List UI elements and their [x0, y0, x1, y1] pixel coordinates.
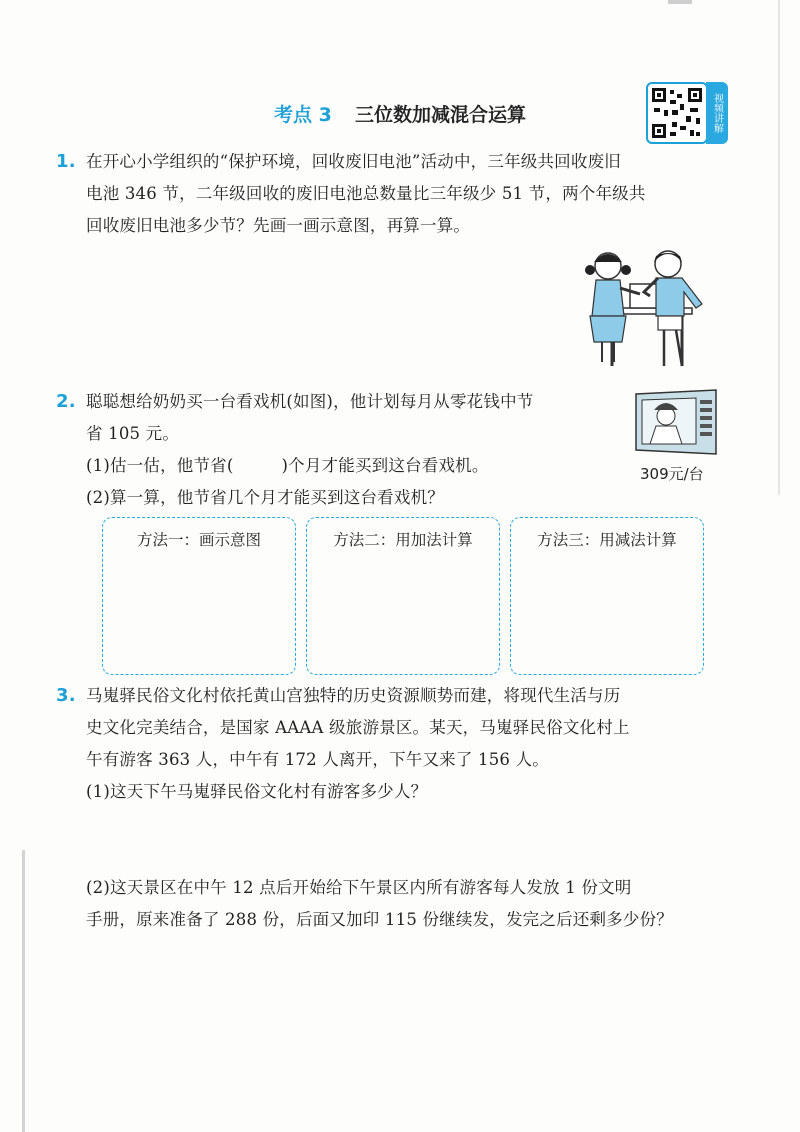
- question-text-line: 马嵬驿民俗文化村依托黄山宫独特的历史资源顺势而建，将现代生活与历: [86, 686, 621, 705]
- section-title: 三位数加减混合运算: [354, 104, 526, 126]
- qr-code-icon[interactable]: [646, 82, 708, 144]
- price-label: 309元/台: [640, 465, 704, 483]
- method-label: 方法二：用加法计算: [333, 531, 473, 549]
- method-label: 方法三：用减法计算: [537, 531, 677, 549]
- question-number: 2.: [56, 391, 76, 412]
- sub-question-1: [86, 450, 616, 482]
- answer-box-method-3[interactable]: [510, 517, 704, 675]
- question-text-line: 在开心小学组织的“保护环境，回收废旧电池”活动中，三年级共回收废旧: [86, 152, 621, 171]
- sub-question-2: (2)算一算，他节省几个月才能买到这台看戏机？: [86, 488, 444, 507]
- page-edge-mark: [668, 0, 692, 4]
- section-tag: 考点 3: [274, 104, 332, 126]
- page-binding-shadow: [22, 850, 25, 1132]
- question-2: [56, 386, 616, 514]
- opera-player-illustration: [632, 388, 720, 458]
- answer-box-method-2[interactable]: [306, 517, 500, 675]
- sub-question-2-line: 手册，原来准备了 288 份，后面又加印 115 份继续发，发完之后还剩多少份？: [86, 910, 673, 929]
- method-label: 方法一：画示意图: [136, 531, 261, 549]
- question-text-line: 省 105 元。: [86, 424, 180, 443]
- question-number: 1.: [56, 151, 76, 172]
- sub-question-text: (1)估一估，他节省(: [86, 456, 234, 475]
- question-1: [56, 146, 726, 242]
- question-3: [56, 680, 726, 808]
- answer-box-method-1[interactable]: [102, 517, 296, 675]
- sub-question-2-line: (2)这天景区在中午 12 点后开始给下午景区内所有游客每人发放 1 份文明: [86, 878, 632, 897]
- sub-question-text: )个月才能买到这台看戏机。: [281, 456, 489, 475]
- question-3-part-2: [86, 872, 726, 936]
- question-text-line: 回收废旧电池多少节？先画一画示意图，再算一算。: [86, 216, 471, 235]
- question-text-line: 史文化完美结合，是国家 AAAA 级旅游景区。某天，马嵬驿民俗文化村上: [86, 718, 630, 737]
- children-recycling-illustration: [572, 244, 732, 379]
- question-number: 3.: [56, 685, 76, 706]
- question-text-line: 聪聪想给奶奶买一台看戏机(如图)，他计划每月从零花钱中节: [86, 392, 534, 411]
- sub-question-1: (1)这天下午马嵬驿民俗文化村有游客多少人？: [86, 782, 428, 801]
- question-text-line: 电池 346 节，二年级回收的废旧电池总数量比三年级少 51 节，两个年级共: [86, 184, 646, 203]
- page-edge-shadow: [778, 0, 780, 495]
- qr-label: 视频讲解: [706, 82, 728, 144]
- question-text-line: 午有游客 363 人，中午有 172 人离开，下午又来了 156 人。: [86, 750, 549, 769]
